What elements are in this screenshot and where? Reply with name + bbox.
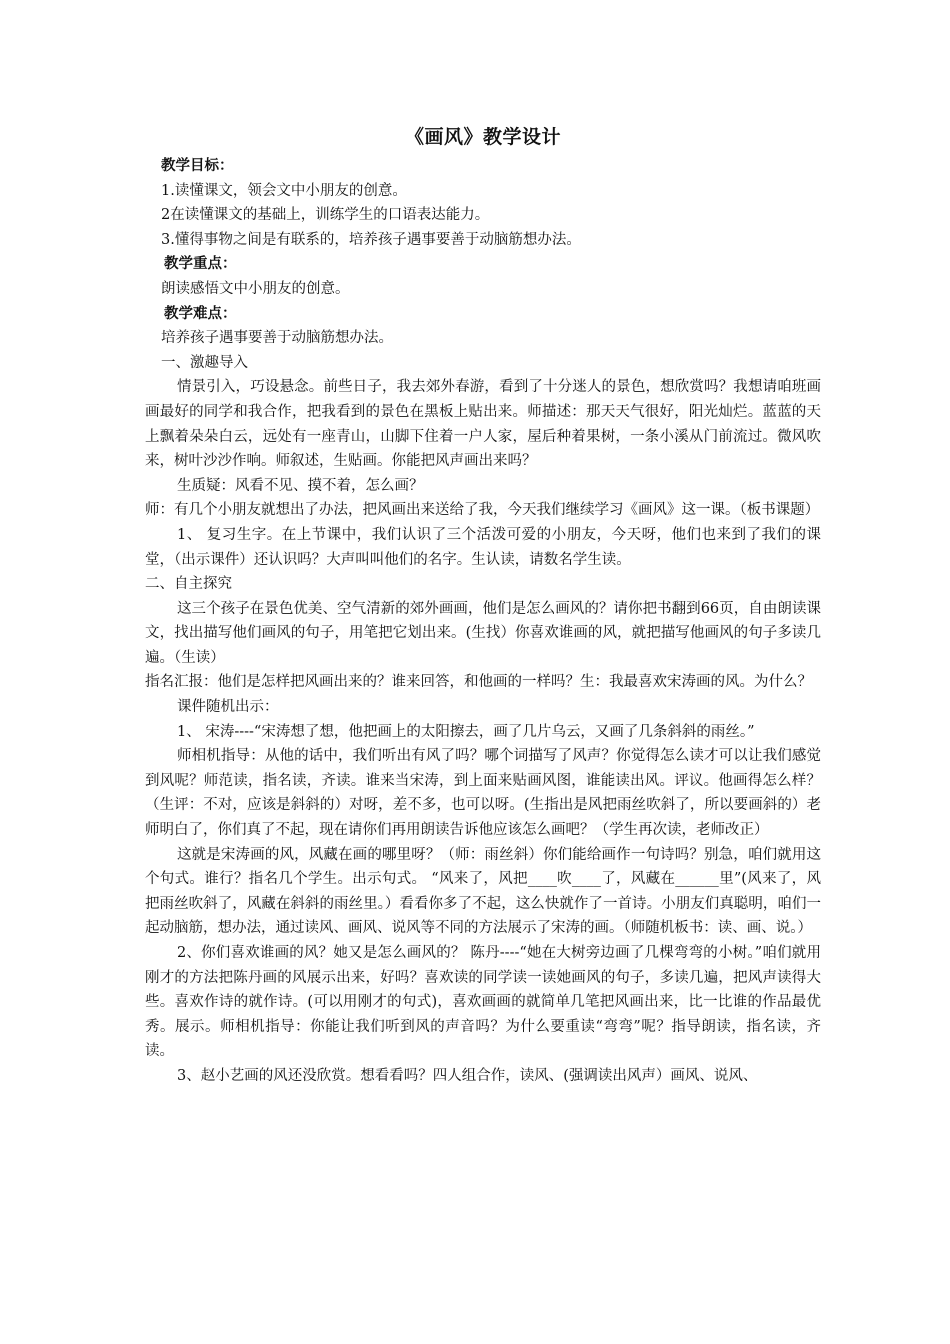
section1-paragraph-question: 生质疑：风看不见、摸不着，怎么画？ xyxy=(177,477,424,494)
key-point-text: 朗读感悟文中小朋友的创意。 xyxy=(161,280,350,297)
objective-item-1: 1.读懂课文，领会文中小朋友的创意。 xyxy=(161,182,407,199)
section2-paragraph-report: 指名汇报：他们是怎样把风画出来的？谁来回答，和他画的一样吗？生：我最喜欢宋涛画的风。为什么？ xyxy=(145,674,812,691)
objective-item-2: 2在读懂课文的基础上，训练学生的口语表达能力。 xyxy=(161,207,490,224)
section1-paragraph-intro: 情景引入，巧设悬念。前些日子，我去郊外春游，看到了十分迷人的景色，想欣赏吗？我想请咱班画画最好的同学和我合作，把我看到的景色在黑板上贴出来。师描述：那天天气很好，阳光灿烂。蓝蓝的天上飘着朵朵白云，远处有一座青山，山脚下住着一户人家，屋后种着果树，一条小溪从门前流过。微风吹来，树叶沙沙作响。师叙述，生贴画。你能把风声画出来吗？ xyxy=(145,379,821,470)
section2-heading: 二、自主探究 xyxy=(145,576,232,593)
page-title: 《画风》教学设计 xyxy=(404,126,561,148)
section2-paragraph-poem: 这就是宋涛画的风，风藏在画的哪里呀？（师：雨丝斜）你们能给画作一句诗吗？别急，咱们就用这个句式。谁行？指名几个学生。出示句式。 “风来了，风把____吹____了，风藏在______里”(风来了，风把雨丝吹斜了，风藏在斜斜的雨丝里。）看看你多了不起，这么快就作了一首诗。小朋友们真聪明，咱们一起动脑筋，想办法，通过读风、画风、说风等不同的方法展示了宋涛的画。（师随机板书：读、画、说。） xyxy=(145,846,821,937)
section2-paragraph-read: 这三个孩子在景色优美、空气清新的郊外画画，他们是怎么画风的？请你把书翻到66页，自由朗读课文，找出描写他们画风的句子，用笔把它划出来。(生找）你喜欢谁画的风，就把描写他画风的句子多读几遍。（生读） xyxy=(145,600,821,666)
section2-paragraph-guidance: 师相机指导：从他的话中，我们听出有风了吗？哪个词描写了风声？你觉得怎么读才可以让我们感觉到风呢？师范读，指名读，齐读。谁来当宋涛，到上面来贴画风图，谁能读出风。评议。他画得怎么样？（生评：不对，应该是斜斜的）对呀，差不多，也可以呀。(生指出是风把雨丝吹斜了，所以要画斜的）老师明白了，你们真了不起，现在请你们再用朗读告诉他应该怎么画吧？（学生再次读，老师改正） xyxy=(145,748,821,839)
section2-paragraph-zhaoxiaoyi: 3、赵小艺画的风还没欣赏。想看看吗？四人组合作，读风、(强调读出风声）画风、说风、 xyxy=(177,1067,758,1084)
difficulty-text: 培养孩子遇事要善于动脑筋想办法。 xyxy=(161,330,393,347)
section2-paragraph-chendan: 2、你们喜欢谁画的风？她又是怎么画风的？ 陈丹----“她在大树旁边画了几棵弯弯的小树。”咱们就用刚才的方法把陈丹画的风展示出来，好吗？喜欢读的同学读一读她画风的句子，多读几遍，把风声读得大些。喜欢作诗的就作诗。(可以用刚才的句式)，喜欢画画的就简单几笔把风画出来，比一比谁的作品最优秀。展示。师相机指导：你能让我们听到风的声音吗？为什么要重读“弯弯”呢？指导朗读，指名读，齐读。 xyxy=(145,945,821,1060)
objective-item-3: 3.懂得事物之间是有联系的，培养孩子遇事要善于动脑筋想办法。 xyxy=(161,231,581,248)
objectives-heading: 教学目标： xyxy=(161,157,234,174)
section1-paragraph-teacher: 师：有几个小朋友就想出了办法，把风画出来送给了我，今天我们继续学习《画风》这一课。（板书课题） xyxy=(145,502,820,519)
section2-paragraph-songtao: 1、 宋涛----“宋涛想了想，他把画上的太阳擦去，画了几片乌云，又画了几条斜斜的雨丝。” xyxy=(177,723,755,740)
section1-heading: 一、激趣导入 xyxy=(161,354,248,371)
document-page xyxy=(145,120,821,1089)
difficulty-heading: 教学难点： xyxy=(164,304,237,322)
section2-paragraph-courseware: 课件随机出示： xyxy=(177,699,279,716)
key-point-heading: 教学重点： xyxy=(164,255,237,273)
section1-paragraph-review: 1、 复习生字。在上节课中，我们认识了三个活泼可爱的小朋友，今天呀，他们也来到了我们的课堂，（出示课件）还认识吗？大声叫叫他们的名字。生认读，请数名学生读。 xyxy=(145,526,821,568)
